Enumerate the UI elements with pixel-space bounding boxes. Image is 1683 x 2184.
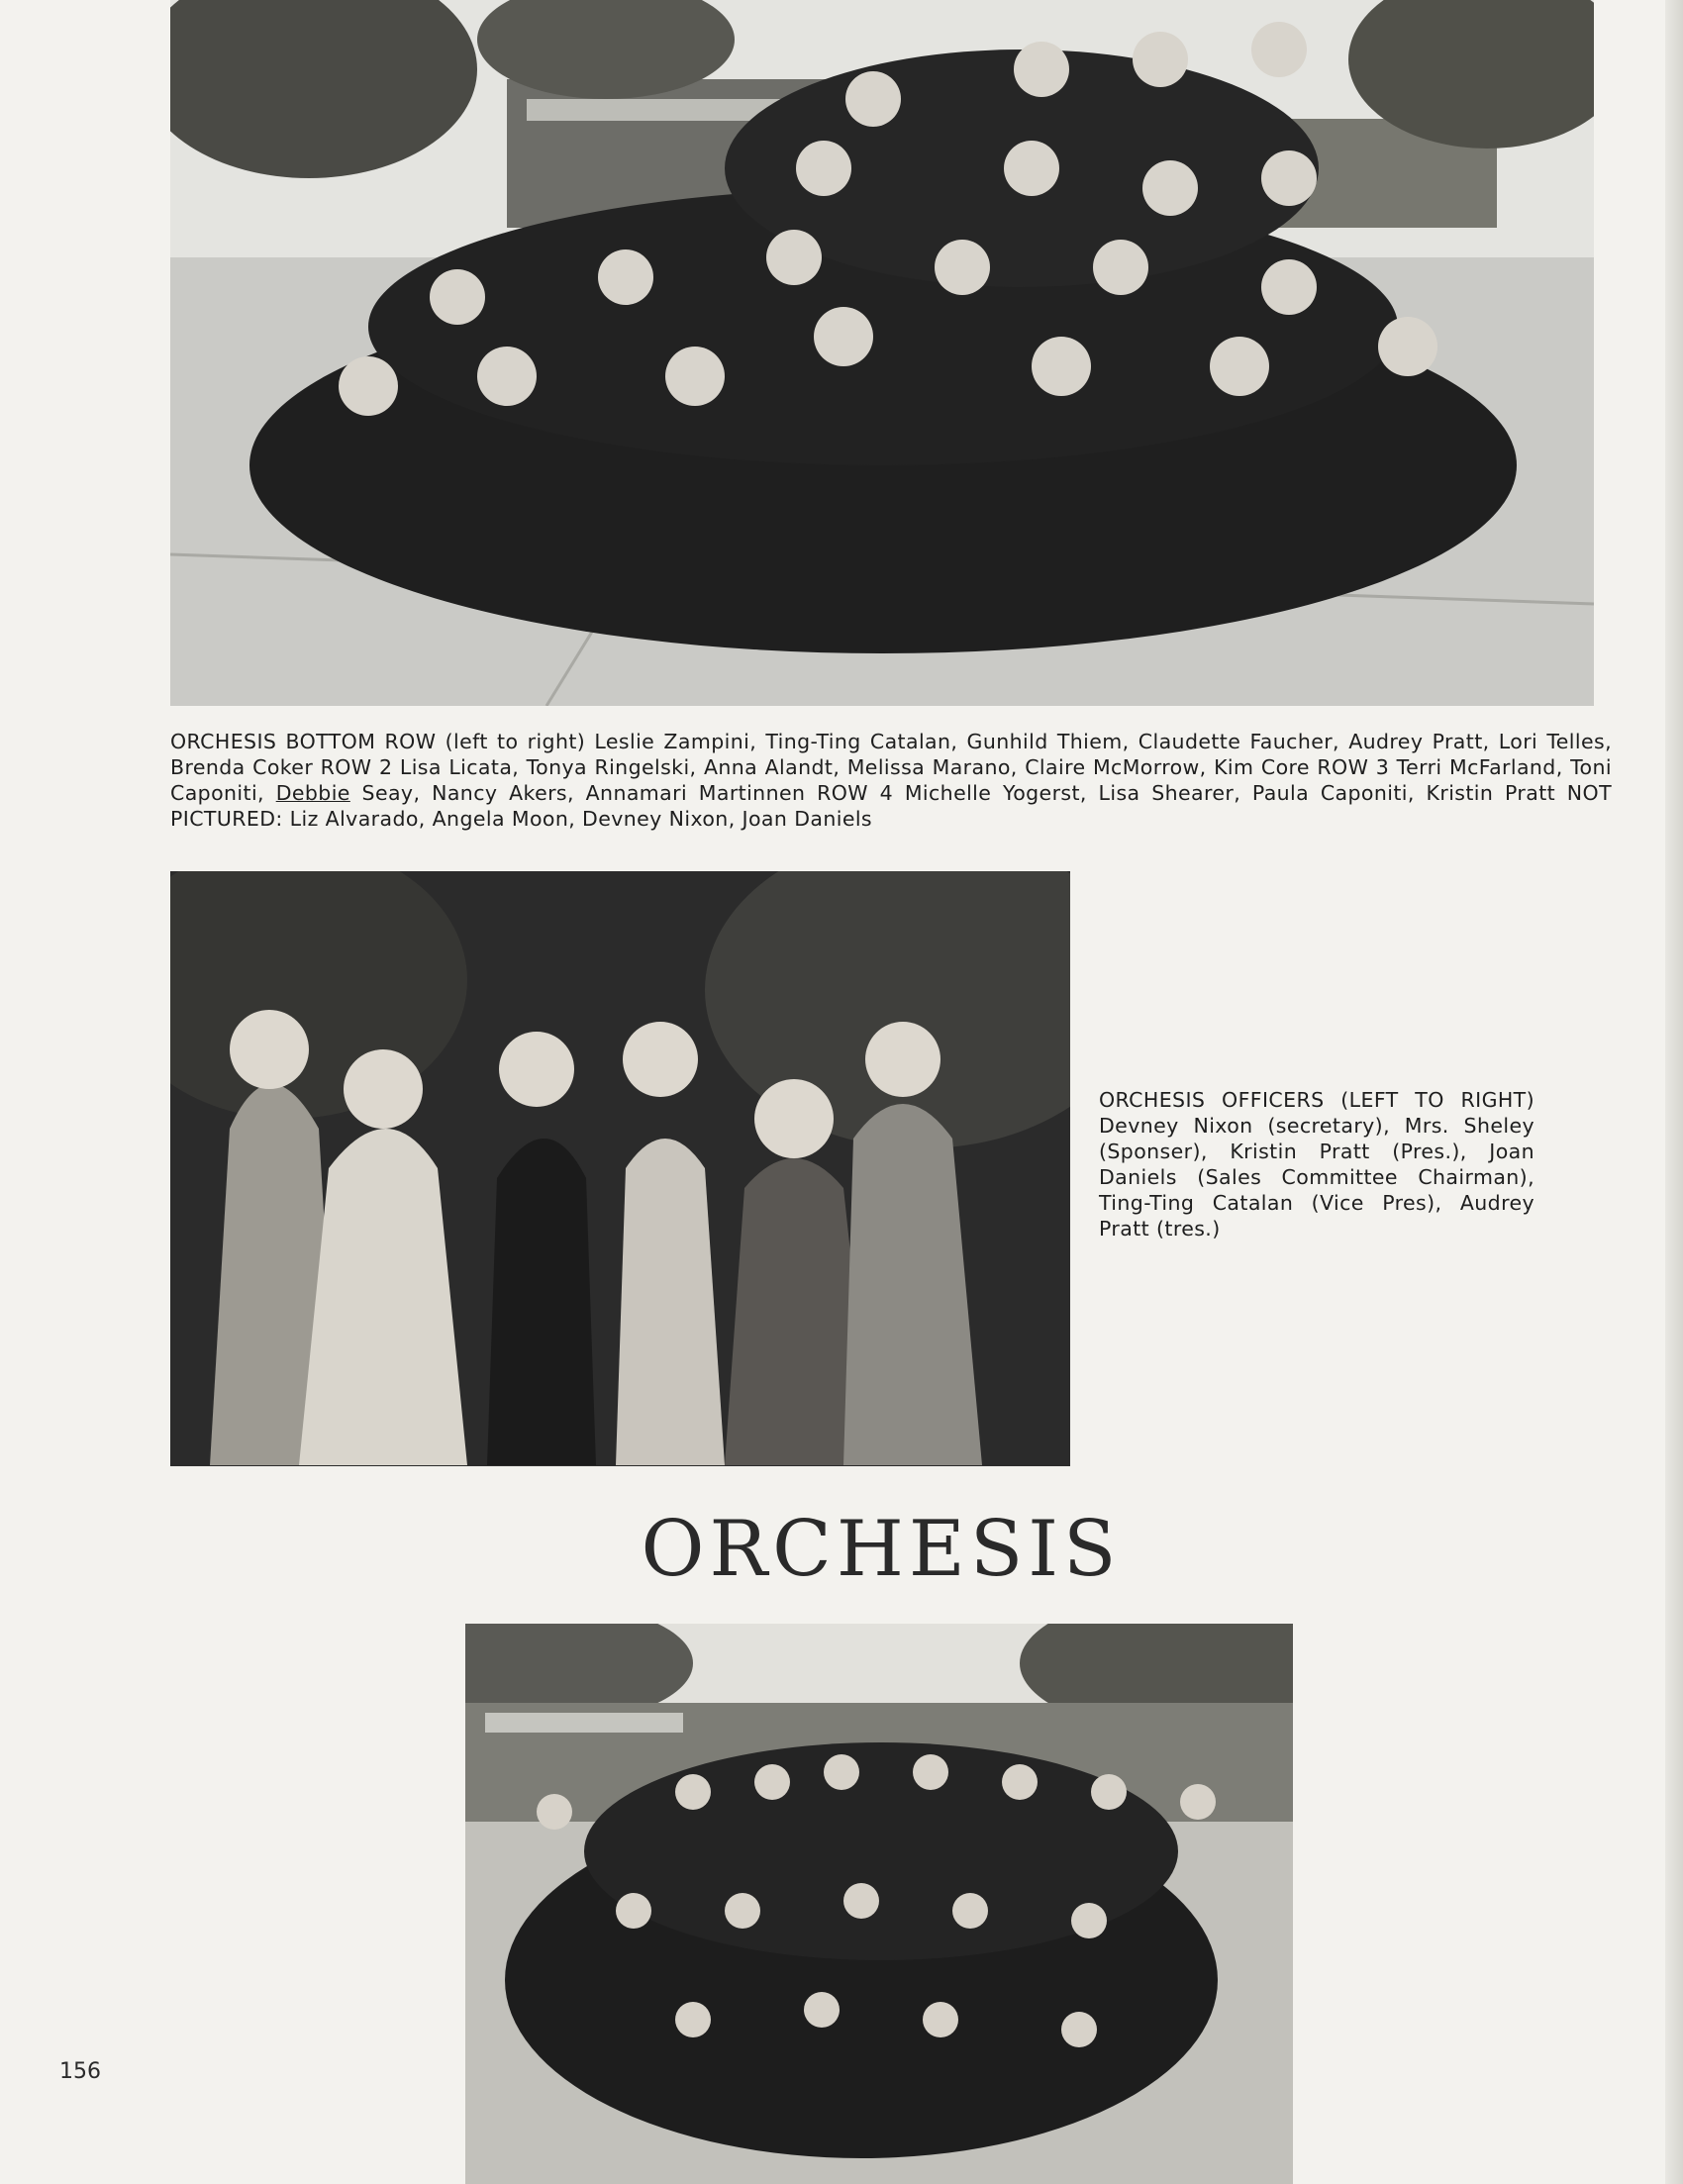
group-caption-part1: ORCHESIS BOTTOM ROW (left to right) Leslie Zampini, Ting-Ting Catalan, Gunhild Thiem, Claudette Faucher, Audrey Pratt, Lori Telles, Brenda Coker ROW 2 Lisa Licata, Tonya Ringelski, Anna Alandt, Melissa Marano, Claire McMorrow, Kim Core ROW 3 Terri McFarland, Toni Caponiti,	[170, 730, 1612, 805]
group-photo-top	[170, 0, 1594, 706]
page-number: 156	[59, 2059, 101, 2084]
page-edge	[1665, 0, 1683, 2184]
group-photo-bottom-image	[465, 1624, 1293, 2184]
officers-caption: ORCHESIS OFFICERS (LEFT TO RIGHT) Devney Nixon (secretary), Mrs. Sheley (Sponser), Kristin Pratt (Pres.), Joan Daniels (Sales Committee Chairman), Ting-Ting Catalan (Vice Pres), Audrey Pratt (tres.)	[1099, 1088, 1534, 1241]
officers-photo	[170, 871, 1070, 1466]
group-photo-top-image	[170, 0, 1594, 706]
group-caption-underlined-name: Debbie	[275, 781, 350, 805]
group-photo-bottom	[465, 1624, 1293, 2184]
section-title: ORCHESIS	[641, 1505, 1122, 1594]
officers-photo-image	[170, 871, 1070, 1466]
group-caption-part2: Seay, Nancy Akers, Annamari Martinnen ROW 4 Michelle Yogerst, Lisa Shearer, Paula Caponiti, Kristin Pratt NOT PICTURED: Liz Alvarado, Angela Moon, Devney Nixon, Joan Daniels	[170, 781, 1612, 831]
group-caption	[170, 729, 1612, 832]
